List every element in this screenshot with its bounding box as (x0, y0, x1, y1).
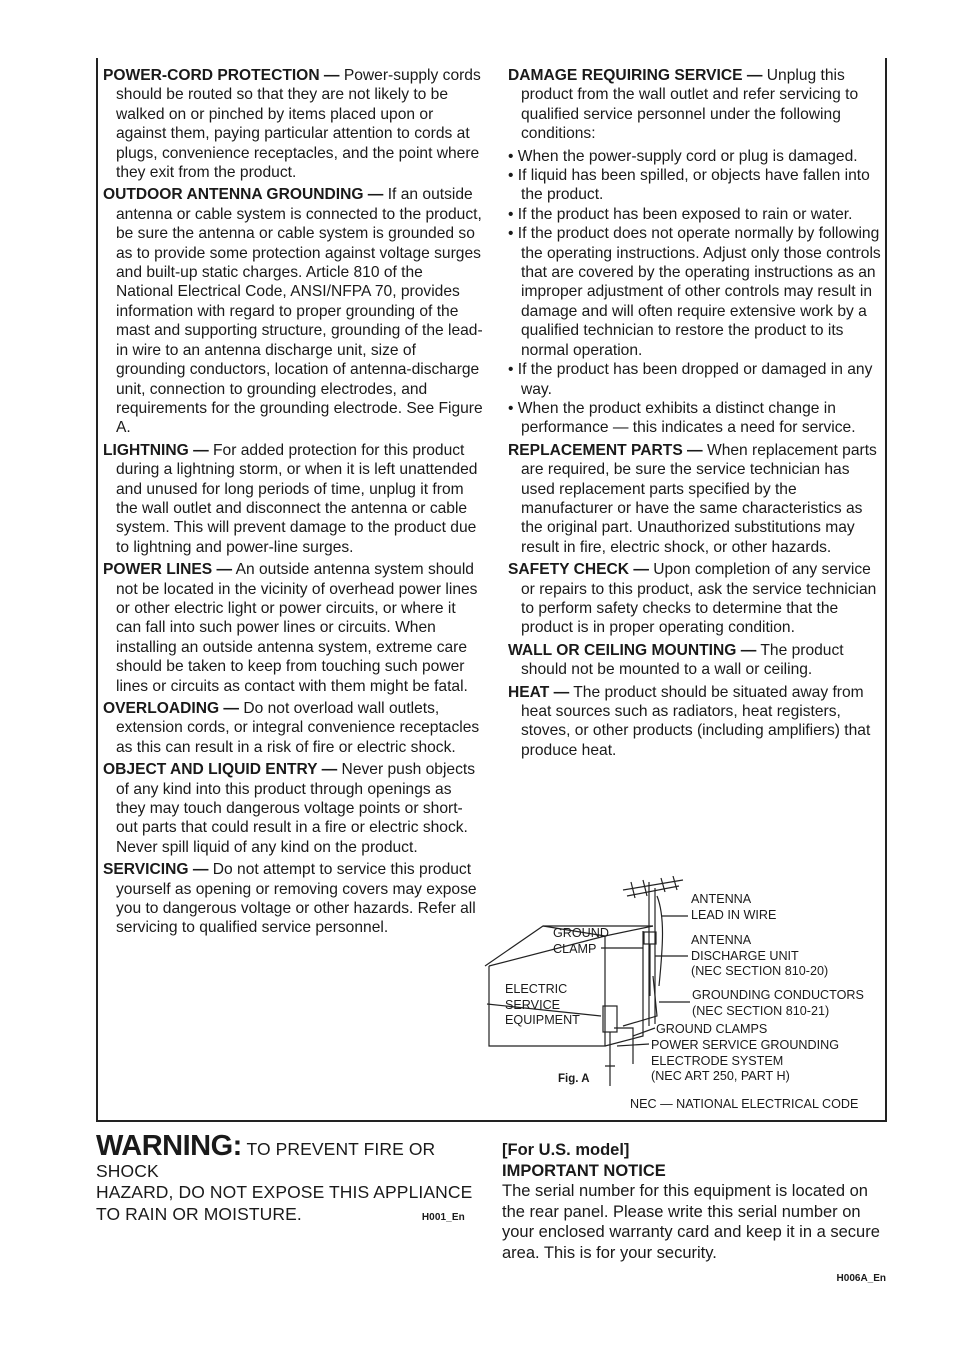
section-text: Power-supply cords should be routed so that they are not likely to be walked on or pinched by items placed upon or against them, paying particular attention to cords at plugs, convenience receptacles, and the point where they exit from the product. (116, 67, 481, 182)
section-servicing (103, 860, 483, 938)
warning-line-1 (96, 1130, 486, 1182)
section-heat (508, 683, 886, 761)
section-heading: OVERLOADING — (103, 700, 240, 717)
discharge-unit-label: ANTENNA DISCHARGE UNIT (NEC SECTION 810-20) (691, 933, 829, 978)
section-text: Unplug this product from the wall outlet and refer servicing to qualified service personnel under the following conditions: (521, 67, 859, 143)
section-heading: DAMAGE REQUIRING SERVICE — (508, 67, 763, 84)
figure-caption: Fig. A (558, 1073, 590, 1085)
section-heading: SERVICING — (103, 861, 209, 879)
warning-block (96, 1130, 486, 1228)
section-power-cord-protection (103, 66, 483, 182)
section-text: The product should be situated away from heat sources such as radiators, heat registers, stoves, or other products (including amplifiers) that produce heat. (521, 683, 871, 759)
section-text: An outside antenna system should not be located in the vicinity of overhead power lines or other electric light or power circuits, or where it can fall into such power lines or circuits. When installing an outside antenna system, extreme care should be taken to keep from touching such power lines or circuits as contact with them might be fatal. (116, 561, 478, 695)
notice-title: IMPORTANT NOTICE (502, 1161, 666, 1180)
right-column (508, 66, 886, 763)
section-heading: SAFETY CHECK — (508, 561, 649, 579)
section-wall-ceiling-mounting (508, 641, 886, 680)
damage-conditions-list (508, 147, 886, 438)
ground-clamps-label: GROUND CLAMPS (656, 1022, 768, 1036)
section-overloading (103, 699, 483, 757)
warning-title: WARNING: (96, 1130, 242, 1162)
grounding-conductors-label: GROUNDING CONDUCTORS (NEC SECTION 810-21) (692, 988, 864, 1018)
section-power-lines (103, 560, 483, 696)
section-text: Never push objects of any kind into this product through openings as they may touch dangerous voltage points or short-out parts that could result in a fire or electric shock. Never spill liquid of any kind on the product. (116, 761, 476, 856)
section-text: If an outside antenna or cable system is connected to the product, be sure the antenna or cable system is grounded so as to provide some protection against voltage surges and built-up static charges. Article 810 of the National Electrical Code, ANSI/NFPA 70, provides information with regard to proper grounding of the mast and supporting structure, grounding of the lead-in wire to an antenna discharge unit, size of grounding conductors, location of antenna-discharge unit, connection to grounding electrodes, and requirements for the grounding electrode. See Figure A. (116, 186, 483, 437)
nec-note: NEC — NATIONAL ELECTRICAL CODE (630, 1097, 859, 1111)
notice-body: The serial number for this equipment is located on the rear panel. Please write this serial number on your enclosed warranty card and keep it in a secure area. This is for your security. (502, 1182, 880, 1262)
electric-service-label: ELECTRIC SERVICE EQUIPMENT (505, 982, 580, 1027)
list-item: • If the product has been exposed to rain or water. (508, 205, 853, 223)
section-text: The product should not be mounted to a wall or ceiling. (521, 641, 844, 679)
section-heading: POWER-CORD PROTECTION — (103, 67, 340, 84)
section-outdoor-antenna-grounding (103, 185, 483, 437)
list-item: • If the product has been dropped or damaged in any way. (508, 361, 873, 398)
list-item: • If liquid has been spilled, or objects have fallen into the product. (508, 167, 870, 204)
section-text: Upon completion of any service or repairs to this product, ask the service technician to perform safety checks to determine that the product is in proper operating condition. (521, 561, 877, 637)
warning-text: TO PREVENT FIRE OR SHOCK (96, 1139, 436, 1181)
section-text: When replacement parts are required, be sure the service technician has used replacement parts specified by the manufacturer or have the same characteristics as the original part. Unauthorized substitutions may result in fire, electric shock, or other hazards. (521, 441, 877, 556)
list-item: • If the product does not operate normally by following the operating instructions. Adjust only those controls that are covered by the operating instructions as an improper adjustment of other controls may result in damage and will often require extensive work by a qualified technician to restore the product to its normal operation. (508, 225, 881, 359)
antenna-lead-label: ANTENNA LEAD IN WIRE (691, 892, 777, 922)
section-lightning (103, 441, 483, 557)
section-heading: POWER LINES — (103, 561, 233, 579)
list-item: • When the power-supply cord or plug is damaged. (508, 147, 858, 165)
warning-line-3 (96, 1204, 486, 1229)
important-notice (502, 1140, 892, 1290)
warning-text: TO RAIN OR MOISTURE. (96, 1203, 302, 1224)
warning-line-2: HAZARD, DO NOT EXPOSE THIS APPLIANCE (96, 1182, 473, 1202)
section-replacement-parts (508, 441, 886, 557)
list-item: • When the product exhibits a distinct change in performance — this indicates a need for service. (508, 399, 856, 437)
section-damage-requiring-service (508, 66, 886, 144)
section-heading: OBJECT AND LIQUID ENTRY — (103, 761, 338, 779)
section-text: For added protection for this product during a lightning storm, or when it is left unattended and unused for long periods of time, unplug it from the wall outlet and disconnect the antenna or cable system. This will prevent damage to the product due to lightning and power-line surges. (116, 441, 478, 556)
section-heading: HEAT — (508, 683, 570, 701)
section-safety-check (508, 560, 886, 638)
notice-code: H006A_En (836, 1273, 886, 1284)
power-service-label: POWER SERVICE GROUNDING ELECTRODE SYSTEM (NEC ART 250, PART H) (651, 1038, 839, 1083)
warning-code: H001_En (421, 1211, 465, 1223)
section-heading: OUTDOOR ANTENNA GROUNDING — (103, 186, 384, 204)
section-heading: WALL OR CEILING MOUNTING — (508, 641, 757, 659)
section-heading: LIGHTNING — (103, 441, 209, 459)
figure-antenna-grounding (483, 876, 887, 1116)
section-heading: REPLACEMENT PARTS — (508, 441, 703, 459)
ground-clamp-label: GROUND CLAMP (553, 926, 609, 956)
left-column (103, 66, 483, 941)
section-object-liquid-entry (103, 760, 483, 857)
section-text: Do not attempt to service this product yourself as opening or removing covers may expose you to dangerous voltage or other hazards. Refer all servicing to qualified service personnel. (116, 861, 477, 937)
section-text: Do not overload wall outlets, extension cords, or integral convenience receptacles as this can result in a risk of fire or electric shock. (116, 700, 480, 756)
notice-model: [For U.S. model] (502, 1141, 630, 1159)
